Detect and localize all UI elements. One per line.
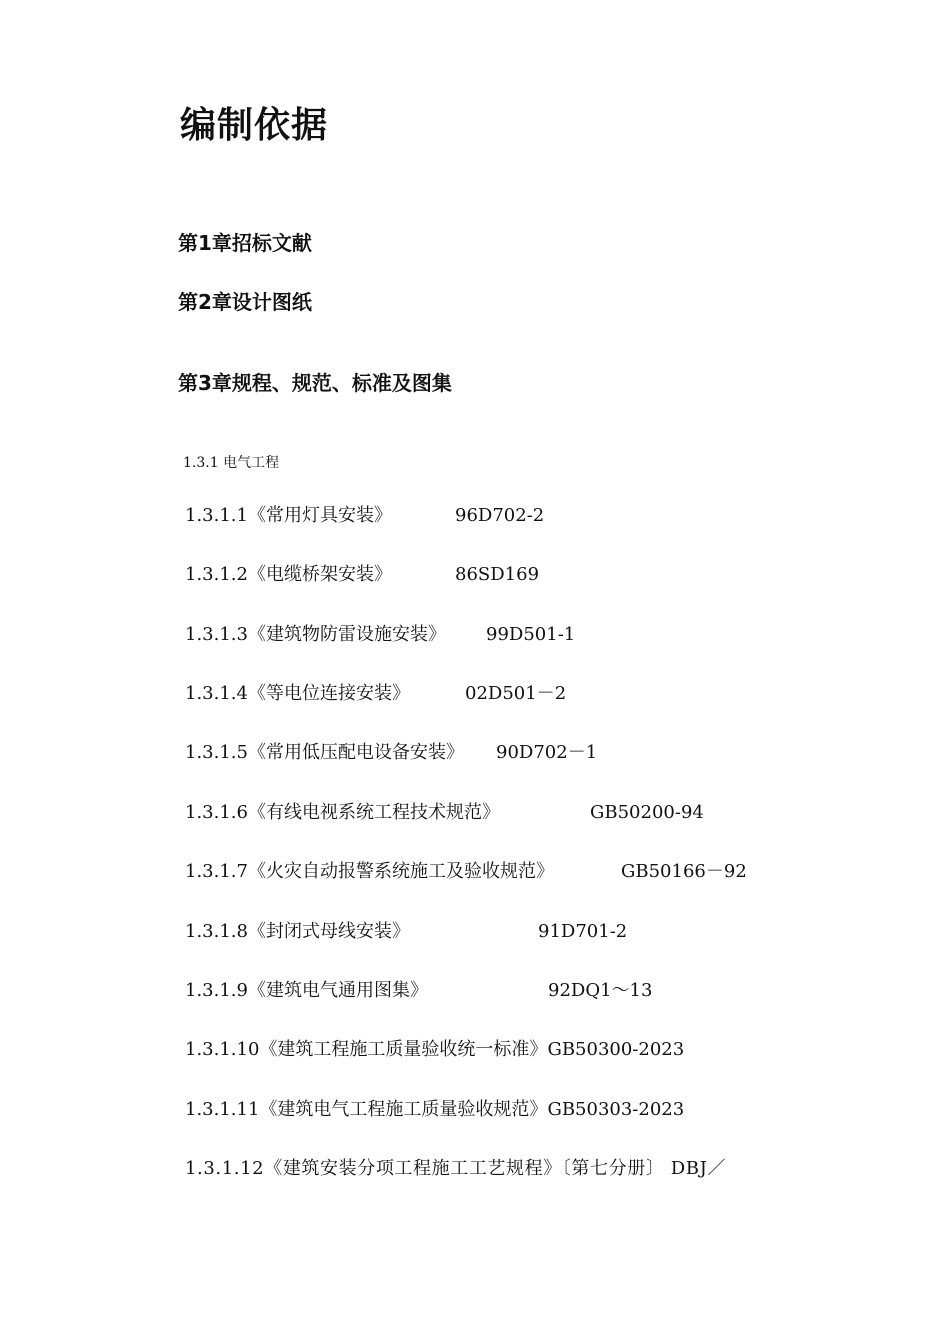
- list-item: [185, 978, 653, 1004]
- list-item: [185, 919, 628, 945]
- item-number: 1.3.1.1: [185, 505, 248, 526]
- item-number: 1.3.1.2: [185, 564, 248, 585]
- item-number: 1.3.1.6: [185, 802, 248, 823]
- item-number: 1.3.1.10: [185, 1039, 260, 1060]
- item-name: 《等电位连接安装》: [247, 683, 410, 704]
- item-code: 92DQ1～13: [548, 980, 653, 1001]
- list-item: [185, 681, 567, 707]
- page-title: 编制依据: [180, 105, 329, 146]
- list-item: [185, 503, 545, 529]
- list-item: [185, 1097, 684, 1123]
- item-name: 《常用低压配电设备安装》: [247, 742, 464, 763]
- item-name: 《建筑电气通用图集》: [247, 980, 428, 1001]
- item-code: 99D501-1: [486, 624, 576, 645]
- list-item: [185, 562, 540, 588]
- list-item: [185, 622, 576, 648]
- item-name: 《建筑物防雷设施安装》: [247, 624, 446, 645]
- item-code: GB50300-2023: [547, 1039, 685, 1060]
- chapter-heading-1: 第1章招标文献: [178, 231, 312, 255]
- item-name: 《封闭式母线安装》: [247, 921, 410, 942]
- item-number: 1.3.1.9: [185, 980, 248, 1001]
- item-code: 96D702-2: [455, 505, 545, 526]
- item-number: 1.3.1.4: [185, 683, 248, 704]
- item-code: 90D702－1: [496, 742, 598, 763]
- item-name: 《建筑安装分项工程施工工艺规程》〔第七分册〕: [264, 1158, 665, 1179]
- item-name: 《常用灯具安装》: [247, 505, 392, 526]
- list-item: [185, 800, 704, 826]
- subsection-heading: 1.3.1 电气工程: [183, 455, 280, 471]
- list-item: [185, 1037, 684, 1063]
- item-code: GB50303-2023: [547, 1099, 685, 1120]
- item-name: 《建筑电气工程施工质量验收规范》: [259, 1099, 548, 1120]
- item-number: 1.3.1.12: [185, 1158, 265, 1179]
- list-item: [185, 740, 598, 766]
- item-code: GB50166－92: [621, 861, 747, 882]
- item-number: 1.3.1.3: [185, 624, 248, 645]
- item-name: 《电缆桥架安装》: [247, 564, 392, 585]
- list-item: [185, 1156, 726, 1182]
- item-number: 1.3.1.11: [185, 1099, 260, 1120]
- item-code: 02D501－2: [465, 683, 567, 704]
- item-name: 《火灾自动报警系统施工及验收规范》: [247, 861, 554, 882]
- item-code: 91D701-2: [538, 921, 628, 942]
- item-code: GB50200-94: [590, 802, 704, 823]
- item-code: 86SD169: [455, 564, 540, 585]
- item-number: 1.3.1.5: [185, 742, 248, 763]
- item-number: 1.3.1.8: [185, 921, 248, 942]
- list-item: [185, 859, 747, 885]
- item-name: 《建筑工程施工质量验收统一标准》: [259, 1039, 548, 1060]
- item-name: 《有线电视系统工程技术规范》: [247, 802, 500, 823]
- item-number: 1.3.1.7: [185, 861, 248, 882]
- chapter-heading-2: 第2章设计图纸: [178, 290, 312, 314]
- chapter-heading-3: 第3章规程、规范、标准及图集: [178, 371, 452, 395]
- item-code: DBJ／: [670, 1158, 727, 1179]
